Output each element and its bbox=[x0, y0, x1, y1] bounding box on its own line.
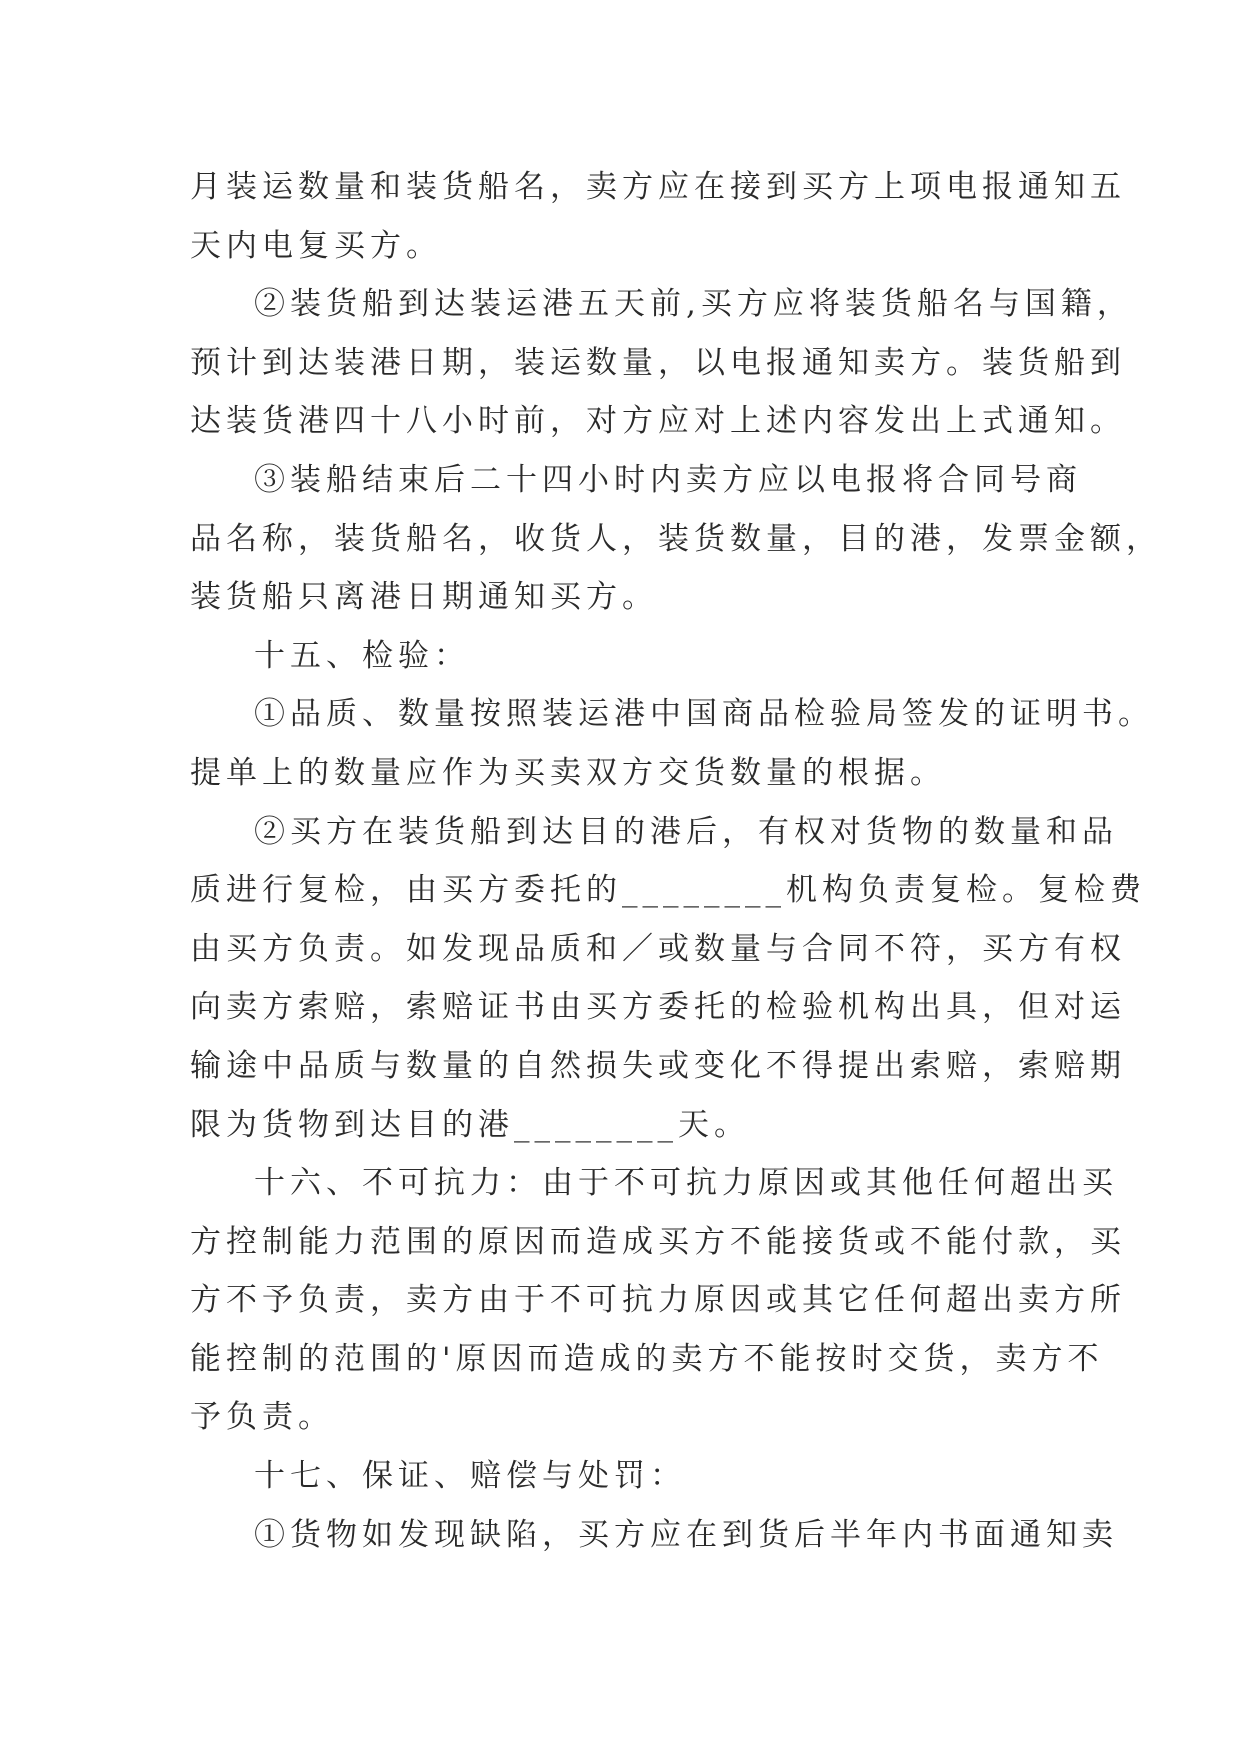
section-heading: 十六、不可抗力：由于不可抗力原因或其他任何超出买 bbox=[254, 1165, 1118, 1202]
text-line: 预计到达装港日期，装运数量，以电报通知卖方。装货船到 bbox=[190, 344, 1126, 381]
text-line: 天内电复买方。 bbox=[190, 227, 442, 264]
text-line: 月装运数量和装货船名，卖方应在接到买方上项电报通知五 bbox=[190, 169, 1126, 205]
text-line: 品名称，装货船名，收货人，装货数量，目的港，发票金额， bbox=[190, 520, 1162, 557]
text-line: ①货物如发现缺陷，买方应在到货后半年内书面通知卖 bbox=[254, 1516, 1118, 1553]
text-line: 予负责。 bbox=[190, 1399, 334, 1436]
text-line: ②装货船到达装运港五天前,买方应将装货船名与国籍， bbox=[254, 286, 1133, 323]
text-line: ①品质、数量按照装运港中国商品检验局签发的证明书。 bbox=[254, 696, 1154, 733]
text-line: 限为货物到达目的港________天。 bbox=[190, 1106, 750, 1143]
text-line: 输途中品质与数量的自然损失或变化不得提出索赔，索赔期 bbox=[190, 1047, 1126, 1084]
section-heading: 十五、检验： bbox=[254, 637, 470, 674]
text-line: ②买方在装货船到达目的港后，有权对货物的数量和品 bbox=[254, 813, 1118, 850]
text-line: 由买方负责。如发现品质和／或数量与合同不符，买方有权 bbox=[190, 930, 1126, 967]
text-line: 方控制能力范围的原因而造成买方不能接货或不能付款，买 bbox=[190, 1223, 1126, 1260]
text-line: 提单上的数量应作为买卖双方交货数量的根据。 bbox=[190, 754, 946, 791]
text-line: 向卖方索赔，索赔证书由买方委托的检验机构出具，但对运 bbox=[190, 989, 1126, 1026]
text-line: 达装货港四十八小时前，对方应对上述内容发出上式通知。 bbox=[190, 403, 1126, 440]
section-heading: 十七、保证、赔偿与处罚： bbox=[254, 1458, 686, 1495]
document-body bbox=[190, 158, 1162, 1564]
text-line: 质进行复检，由买方委托的________机构负责复检。复检费 bbox=[190, 872, 1146, 909]
text-line: 方不予负责，卖方由于不可抗力原因或其它任何超出卖方所 bbox=[190, 1282, 1126, 1319]
text-line: 装货船只离港日期通知买方。 bbox=[190, 579, 658, 616]
text-line: ③装船结束后二十四小时内卖方应以电报将合同号商 bbox=[254, 461, 1082, 498]
text-line: 能控制的范围的'原因而造成的卖方不能按时交货，卖方不 bbox=[190, 1340, 1104, 1377]
